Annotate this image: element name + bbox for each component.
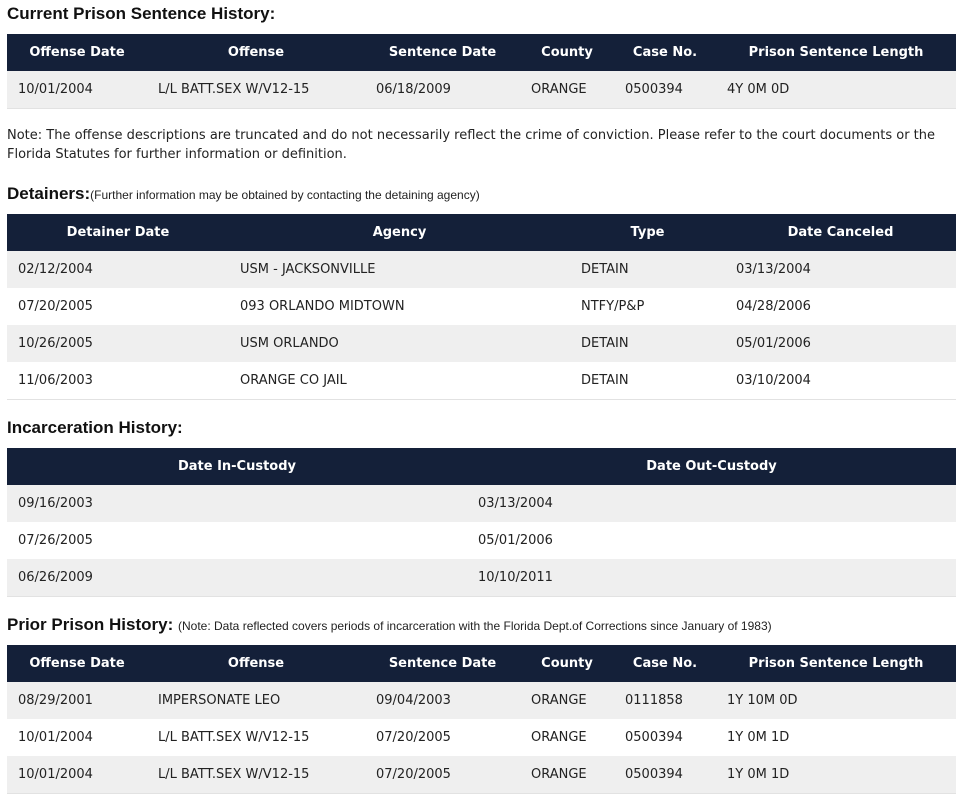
table-row xyxy=(7,682,956,719)
column-header: Detainer Date xyxy=(66,225,170,240)
table-cell: 10/01/2004 xyxy=(18,81,93,97)
table-cell: 02/12/2004 xyxy=(18,262,93,277)
column-header: Sentence Date xyxy=(388,45,497,60)
table-cell: 10/01/2004 xyxy=(18,730,93,745)
table-row xyxy=(7,288,956,325)
detainers-table-wrap xyxy=(7,214,956,400)
offense-note: Note: The offense descriptions are truncated and do not necessarily reflect the crime of conviction. Please refer to the court documents or the Florida Statutes for further information or definition. xyxy=(7,128,936,162)
column-header: Offense Date xyxy=(29,656,125,671)
detainers-subtitle: (Further information may be obtained by contacting the detaining agency) xyxy=(90,188,480,202)
column-header: Agency xyxy=(372,225,427,240)
table-cell: 04/28/2006 xyxy=(736,299,811,314)
table-cell: DETAIN xyxy=(581,262,629,277)
table-cell: 06/26/2009 xyxy=(18,569,93,585)
column-header: Sentence Date xyxy=(388,656,497,671)
table-cell: 0500394 xyxy=(625,766,683,782)
header-row xyxy=(7,214,956,251)
detainers-section xyxy=(7,182,956,206)
table-cell: L/L BATT.SEX W/V12-15 xyxy=(158,766,310,782)
table-cell: 093 ORLANDO MIDTOWN xyxy=(240,299,405,314)
header-row xyxy=(7,645,956,682)
column-header: Case No. xyxy=(632,656,698,671)
prior-heading xyxy=(7,613,956,637)
table-cell: 09/04/2003 xyxy=(376,693,451,708)
table-cell: DETAIN xyxy=(581,372,629,388)
incarceration-heading: Incarceration History: xyxy=(7,418,183,437)
table-row xyxy=(7,362,956,399)
current-sentence-section xyxy=(7,2,956,26)
column-header: Type xyxy=(630,225,665,240)
column-header: Prison Sentence Length xyxy=(748,656,924,671)
table-cell: 10/26/2005 xyxy=(18,336,93,351)
table-cell: NTFY/P&P xyxy=(581,299,645,314)
prior-title: Prior Prison History: xyxy=(7,615,174,634)
column-header: Date Canceled xyxy=(787,225,894,240)
table-cell: USM ORLANDO xyxy=(240,336,339,351)
table-cell: ORANGE CO JAIL xyxy=(240,372,347,388)
table-cell: USM - JACKSONVILLE xyxy=(240,262,376,277)
table-cell: 07/20/2005 xyxy=(376,766,451,782)
table-row xyxy=(7,756,956,793)
incarceration-section xyxy=(7,416,956,440)
column-header: Date Out-Custody xyxy=(646,459,777,474)
column-header: Date In-Custody xyxy=(177,459,297,474)
table-cell: 11/06/2003 xyxy=(18,372,93,388)
table-row xyxy=(7,251,956,288)
table-cell: 0111858 xyxy=(625,693,683,708)
table-cell: 0500394 xyxy=(625,81,683,97)
header-row xyxy=(7,448,956,485)
table-cell: 05/01/2006 xyxy=(736,336,811,351)
table-row xyxy=(7,719,956,756)
table-cell: 09/16/2003 xyxy=(18,496,93,511)
table-cell: L/L BATT.SEX W/V12-15 xyxy=(158,81,310,97)
table-header xyxy=(7,34,956,71)
table-row xyxy=(7,325,956,362)
table-header xyxy=(7,214,956,251)
table-cell: 07/26/2005 xyxy=(18,533,93,548)
table-cell: 07/20/2005 xyxy=(376,730,451,745)
incarceration-table-wrap xyxy=(7,448,956,597)
current-sentence-table xyxy=(7,34,956,109)
table-body xyxy=(7,71,956,108)
detainers-table xyxy=(7,214,956,400)
current-sentence-table-wrap xyxy=(7,34,956,109)
table-body xyxy=(7,682,956,793)
table-header xyxy=(7,448,956,485)
incarceration-table xyxy=(7,448,956,597)
table-cell: 4Y 0M 0D xyxy=(727,81,790,97)
table-cell: 08/29/2001 xyxy=(18,693,93,708)
column-header: Offense Date xyxy=(29,45,125,60)
column-header: Offense xyxy=(227,45,285,60)
column-header: County xyxy=(541,656,593,671)
table-cell: ORANGE xyxy=(531,730,587,745)
table-cell: DETAIN xyxy=(581,336,629,351)
table-cell: 0500394 xyxy=(625,730,683,745)
table-cell: L/L BATT.SEX W/V12-15 xyxy=(158,730,310,745)
table-cell: IMPERSONATE LEO xyxy=(158,693,281,708)
table-row xyxy=(7,485,956,522)
table-cell: 06/18/2009 xyxy=(376,81,451,97)
detainers-heading xyxy=(7,182,956,206)
table-row xyxy=(7,559,956,596)
current-sentence-heading: Current Prison Sentence History: xyxy=(7,4,276,23)
table-header xyxy=(7,645,956,682)
table-cell: ORANGE xyxy=(531,693,587,708)
column-header: Case No. xyxy=(632,45,698,60)
table-body xyxy=(7,485,956,596)
table-cell: ORANGE xyxy=(531,766,587,782)
table-cell: 1Y 0M 1D xyxy=(727,730,790,745)
table-cell: 03/10/2004 xyxy=(736,372,811,388)
table-cell: 10/10/2011 xyxy=(478,569,553,585)
prior-table-wrap xyxy=(7,645,956,794)
table-cell: 03/13/2004 xyxy=(478,496,553,511)
prior-subtitle: (Note: Data reflected covers periods of incarceration with the Florida Dept.of Corrections since January of 1983) xyxy=(178,619,772,633)
table-cell: 1Y 0M 1D xyxy=(727,766,790,782)
table-row xyxy=(7,522,956,559)
table-cell: 10/01/2004 xyxy=(18,766,93,782)
table-row xyxy=(7,71,956,108)
prior-table xyxy=(7,645,956,794)
prior-section xyxy=(7,613,956,637)
detainers-title: Detainers: xyxy=(7,184,91,203)
table-cell: 03/13/2004 xyxy=(736,262,811,277)
table-cell: 05/01/2006 xyxy=(478,533,553,548)
column-header: County xyxy=(541,45,593,60)
column-header: Prison Sentence Length xyxy=(748,45,924,60)
table-body xyxy=(7,251,956,399)
table-cell: 1Y 10M 0D xyxy=(727,693,798,708)
table-cell: 07/20/2005 xyxy=(18,299,93,314)
header-row xyxy=(7,34,956,71)
table-cell: ORANGE xyxy=(531,81,587,97)
column-header: Offense xyxy=(227,656,285,671)
